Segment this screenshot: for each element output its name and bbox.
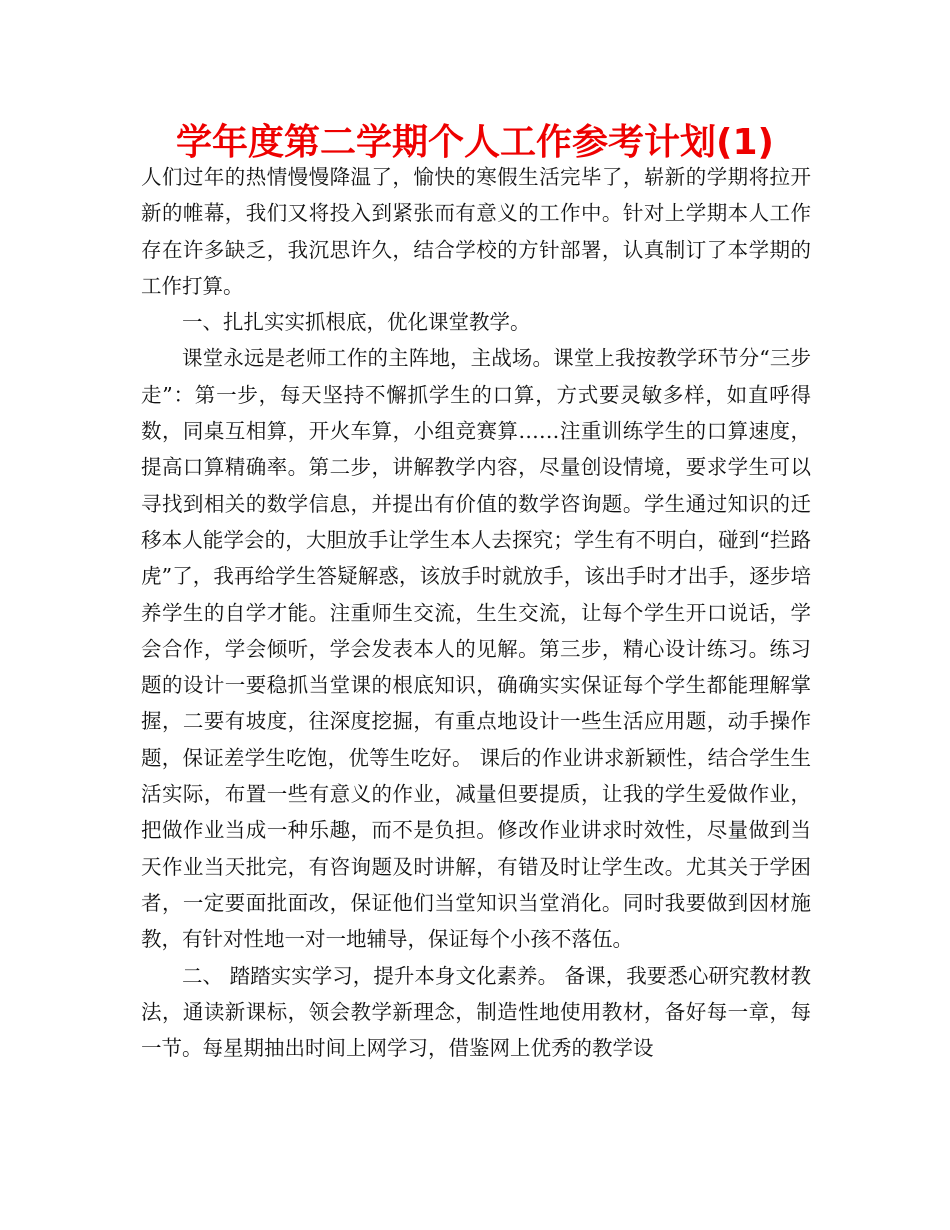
section-2-paragraph: 二、 踏踏实实学习，提升本身文化素养。 备课，我要悉心研究教材教法，通读新课标，领会教学新理念，制造性地使用教材，备好每一章，每一节。每星期抽出时间上网学习，借鉴网上优秀的教学设 [141,963,811,1061]
intro-paragraph: 人们过年的热情慢慢降温了，愉快的寒假生活完毕了，崭新的学期将拉开新的帷幕，我们又将投入到紧张而有意义的工作中。针对上学期本人工作存在许多缺乏，我沉思许久，结合学校的方针部署，认真制订了本学期的工作打算。 [141,165,811,298]
document-body [141,159,811,1066]
section-1-paragraph: 课堂永远是老师工作的主阵地，主战场。课堂上我按教学环节分“三步走”：第一步，每天坚持不懈抓学生的口算，方式要灵敏多样，如直呼得数，同桌互相算，开火车算，小组竞赛算……注重训练学生的口算速度，提高口算精确率。第二步，讲解教学内容，尽量创设情境，要求学生可以寻找到相关的数学信息，并提出有价值的数学咨询题。学生通过知识的迁移本人能学会的，大胆放手让学生本人去探究；学生有不明白，碰到“拦路虎”了，我再给学生答疑解惑，该放手时就放手，该出手时才出手，逐步培养学生的自学才能。注重师生交流，生生交流，让每个学生开口说话，学会合作，学会倾听，学会发表本人的见解。第三步，精心设计练习。练习题的设计一要稳抓当堂课的根底知识，确确实实保证每个学生都能理解掌握，二要有坡度，往深度挖掘，有重点地设计一些生活应用题，动手操作题，保证差学生吃饱，优等生吃好。 课后的作业讲求新颖性，结合学生生活实际，布置一些有意义的作业，减量但要提质，让我的学生爱做作业，把做作业当成一种乐趣，而不是负担。修改作业讲求时效性，尽量做到当天作业当天批完，有咨询题及时讲解，有错及时让学生改。尤其关于学困者，一定要面批面改，保证他们当堂知识当堂消化。同时我要做到因材施教，有针对性地一对一地辅导，保证每个小孩不落伍。 [141,346,811,952]
document-title: 学年度第二学期个人工作参考计划(1) [176,122,774,163]
section-heading-1: 一、扎扎实实抓根底，优化课堂教学。 [182,310,531,335]
